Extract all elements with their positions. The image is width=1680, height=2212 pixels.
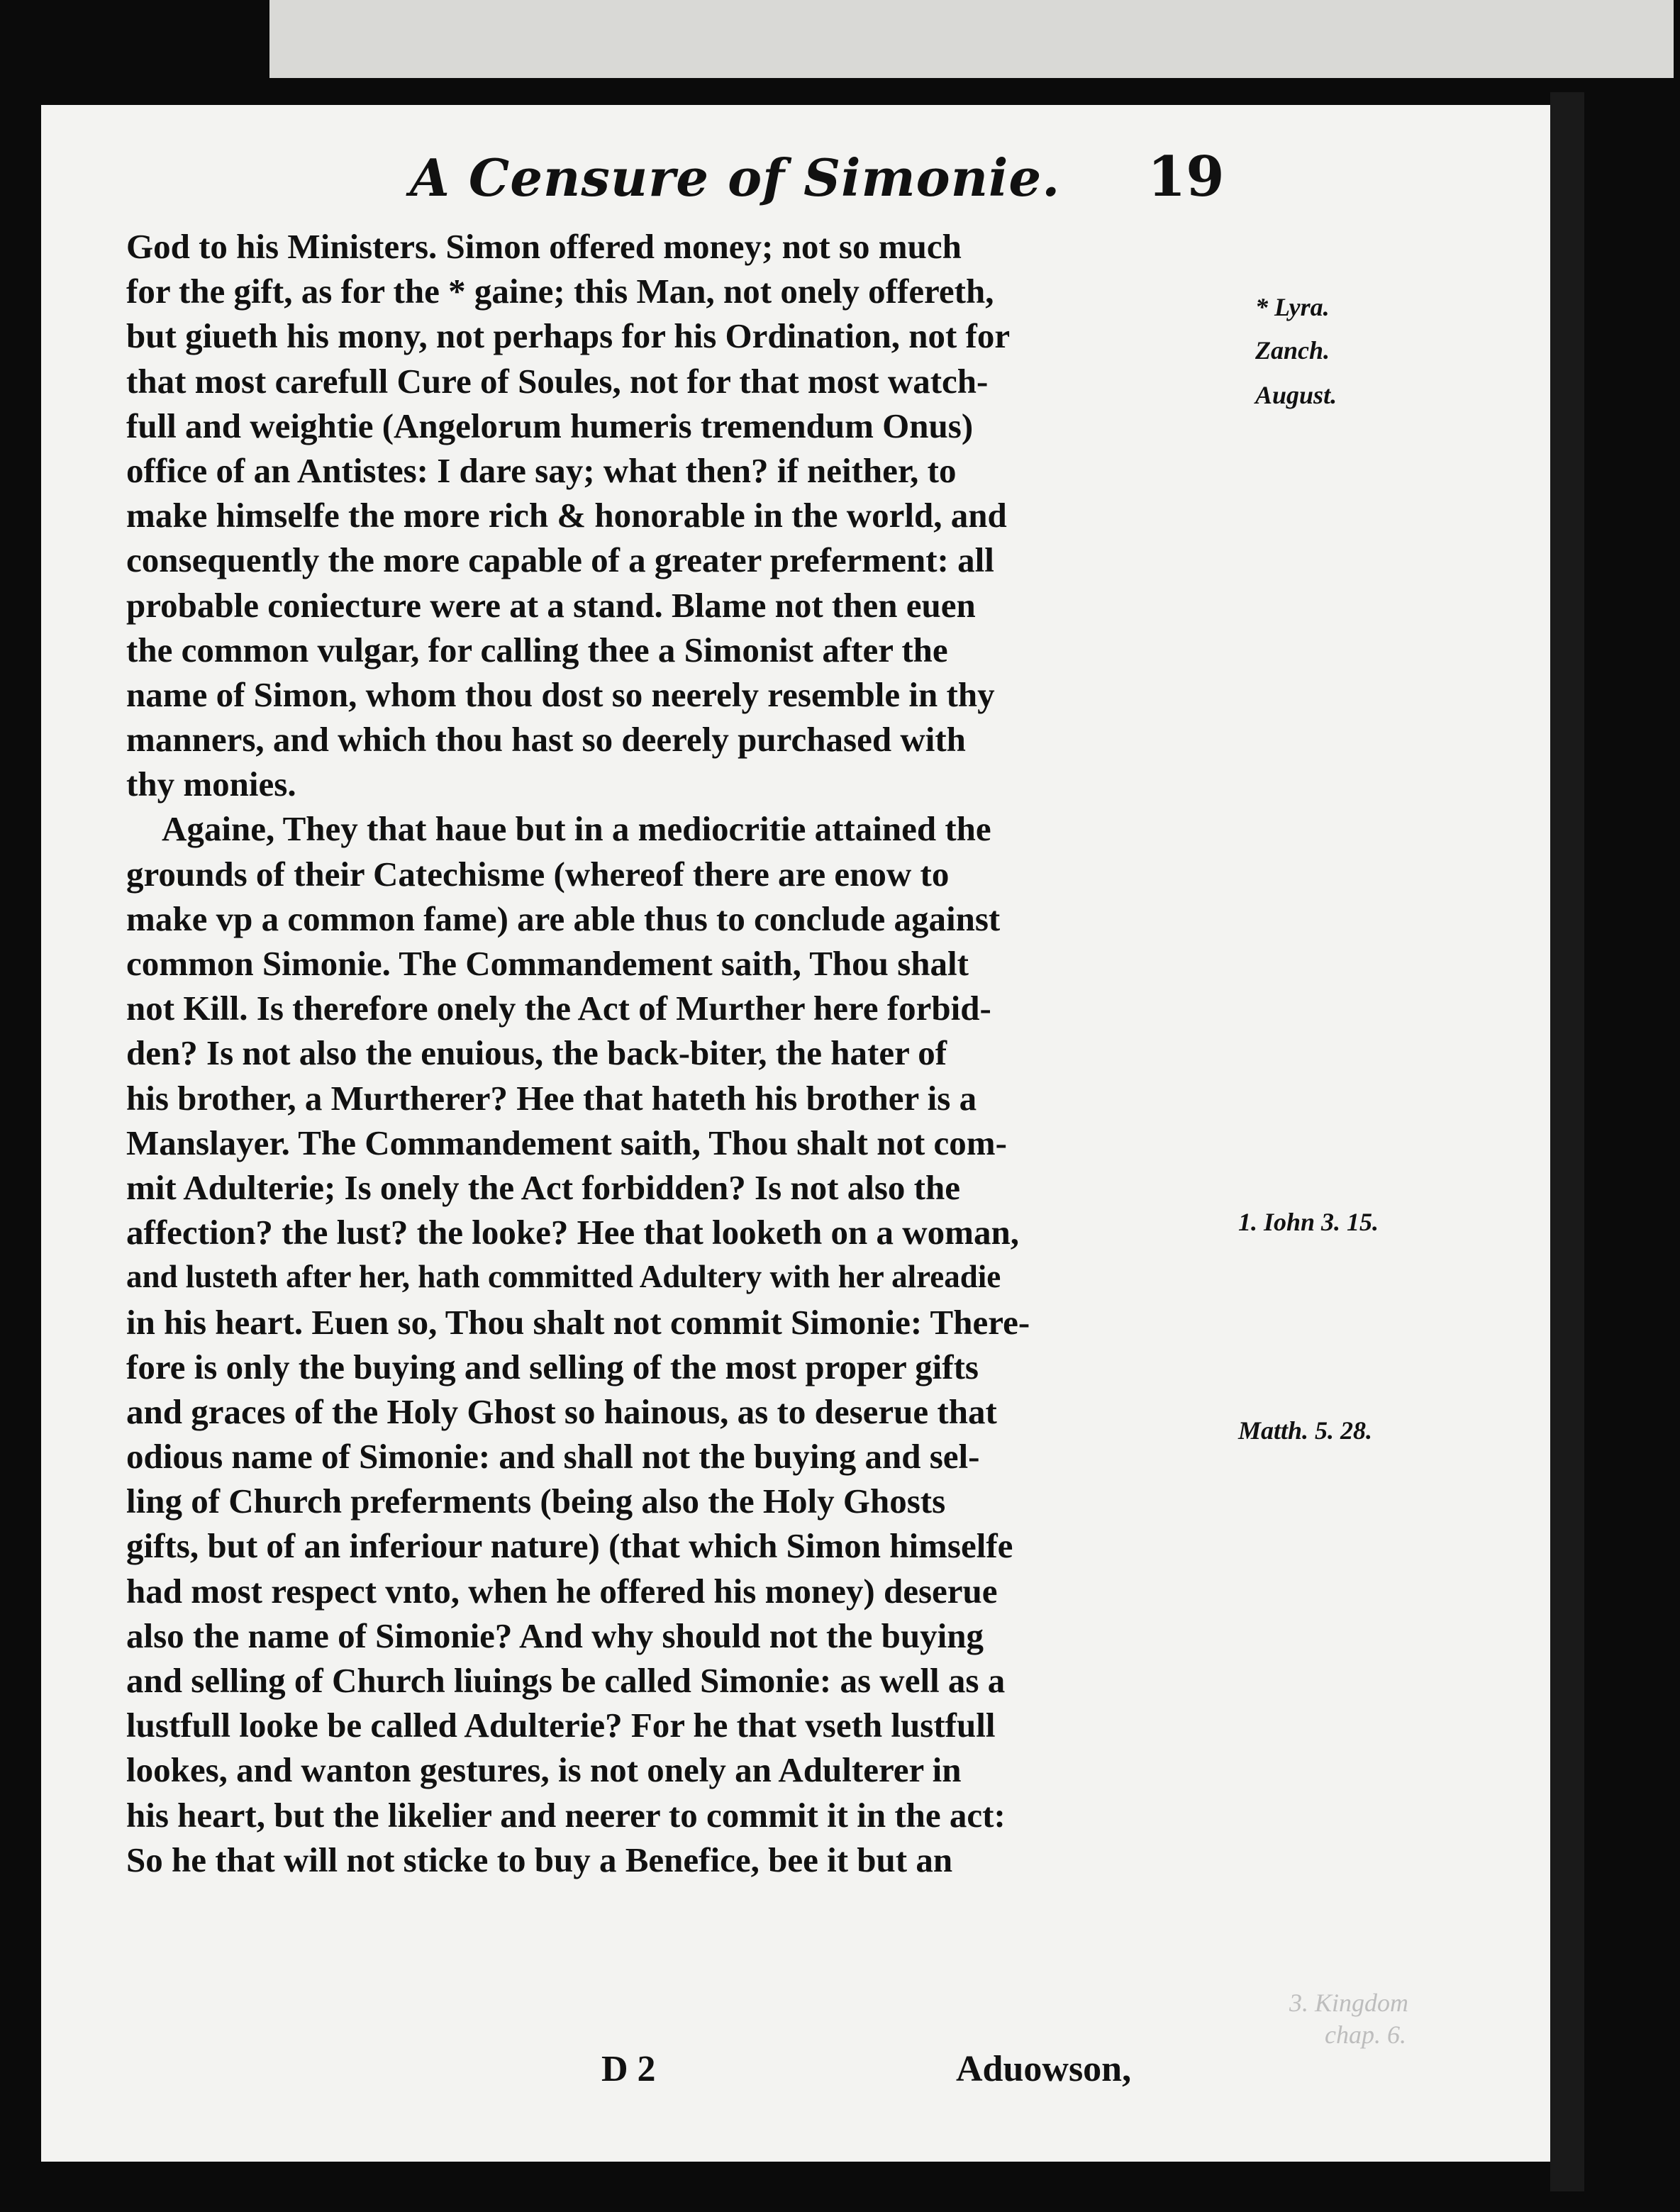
text-line: full and weightie (Angelorum humeris tremendum Onus) <box>126 406 974 445</box>
text-line: and selling of Church liuings be called Simonie: as well as a <box>126 1661 1006 1700</box>
text-line: his brother, a Murtherer? Hee that hateth his brother is a <box>126 1078 977 1118</box>
signature-mark: D 2 <box>601 2049 656 2089</box>
running-title: A Censure of Simonie. <box>410 148 1061 208</box>
margin-note: Zanch. <box>1255 336 1330 365</box>
text-line: name of Simon, whom thou dost so neerely resemble in thy <box>126 674 995 714</box>
margin-note: Matth. 5. 28. <box>1238 1416 1373 1445</box>
margin-note: 3. Kingdom <box>1289 1989 1409 2017</box>
text-line: Manslayer. The Commandement saith, Thou shalt not com- <box>126 1123 1007 1162</box>
text-line: make vp a common fame) are able thus to conclude against <box>126 899 1001 938</box>
margin-note: August. <box>1255 381 1337 409</box>
text-line: lustfull looke be called Adulterie? For he that vseth lustfull <box>126 1706 996 1745</box>
text-line: consequently the more capable of a greater preferment: all <box>126 540 994 580</box>
text-line: So he that will not sticke to buy a Benefice, bee it but an <box>126 1840 953 1879</box>
text-line: manners, and which thou hast so deerely purchased with <box>126 720 966 760</box>
text-line: but giueth his mony, not perhaps for his Ordination, not for <box>126 316 1011 356</box>
text-line: his heart, but the likelier and neerer to commit it in the act: <box>126 1795 1006 1835</box>
text-line: not Kill. Is therefore onely the Act of Murther here forbid- <box>126 989 991 1028</box>
text-line: common Simonie. The Commandement saith, Thou shalt <box>126 944 969 983</box>
text-line: gifts, but of an inferiour nature) (that which Simon himselfe <box>126 1526 1013 1566</box>
text-line: fore is only the buying and selling of the most proper gifts <box>126 1347 979 1386</box>
text-line: mit Adulterie; Is onely the Act forbidden? Is not also the <box>126 1167 960 1207</box>
text-line: odious name of Simonie: and shall not the buying and sel- <box>126 1437 980 1477</box>
text-line: also the name of Simonie? And why should not the buying <box>126 1616 984 1655</box>
page-footer <box>41 2048 1550 2105</box>
text-line: and graces of the Holy Ghost so hainous, as to deserue that <box>126 1391 997 1431</box>
text-line: thy monies. <box>126 765 296 804</box>
text-line: that most carefull Cure of Soules, not for that most watch- <box>126 361 989 401</box>
text-line: the common vulgar, for calling thee a Simonist after the <box>126 630 948 669</box>
margin-note: chap. 6. <box>1325 2021 1406 2049</box>
text-line: ling of Church preferments (being also the Holy Ghosts <box>126 1482 946 1521</box>
text-line: had most respect vnto, when he offered his money) deserue <box>126 1571 998 1611</box>
text-line: God to his Ministers. Simon offered money; not so much <box>126 227 962 266</box>
margin-notes <box>1190 105 1495 2162</box>
text-line: grounds of their Catechisme (whereof there are enow to <box>126 854 950 894</box>
body-text <box>126 224 1240 1882</box>
text-line: lookes, and wanton gestures, is not onely an Adulterer in <box>126 1750 962 1790</box>
book-edge <box>1550 92 1584 2191</box>
text-line: affection? the lust? the looke? Hee that looketh on a woman, <box>126 1213 1019 1252</box>
book-page <box>41 105 1550 2162</box>
text-line: for the gift, as for the * gaine; this Man, not onely offereth, <box>126 272 994 311</box>
underlying-page-strip <box>269 0 1674 78</box>
page-number: 19 <box>1147 145 1225 209</box>
catchword: Aduowson, <box>956 2049 1132 2089</box>
text-line: office of an Antistes: I dare say; what then? if neither, to <box>126 450 957 490</box>
text-line: and lusteth after her, hath committed Adultery with her alreadie <box>126 1259 1001 1295</box>
margin-note: * Lyra. <box>1255 293 1330 321</box>
text-line: Againe, They that haue but in a mediocritie attained the <box>162 809 991 849</box>
text-line: in his heart. Euen so, Thou shalt not commit Simonie: There- <box>126 1302 1030 1342</box>
text-line: make himselfe the more rich & honorable in the world, and <box>126 496 1007 535</box>
margin-note: 1. Iohn 3. 15. <box>1238 1208 1379 1236</box>
text-line: den? Is not also the enuious, the back-biter, the hater of <box>126 1033 947 1073</box>
text-line: probable coniecture were at a stand. Blame not then euen <box>126 585 976 625</box>
